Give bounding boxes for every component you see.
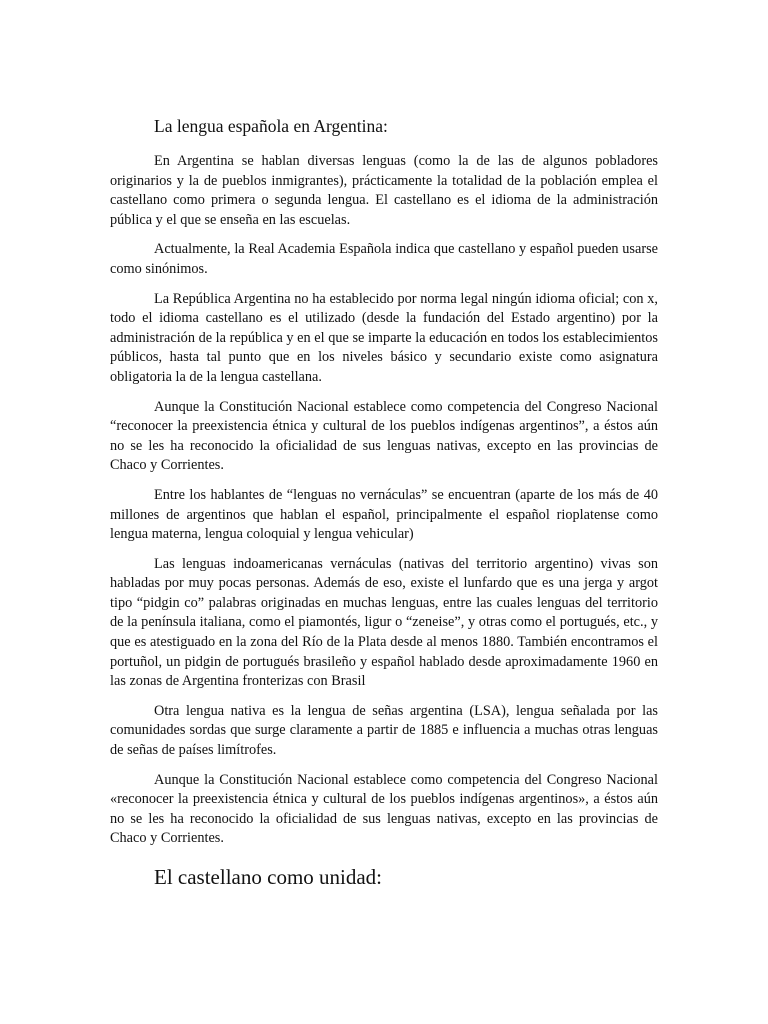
paragraph-constitucion-2: Aunque la Constitución Nacional establece como competencia del Congreso Nacional «reconocer la preexistencia étnica y cultural de los pueblos indígenas argentinos», a éstos aún no se les ha reconocido la oficialidad de sus lenguas nativas, excepto en las provincias de Chaco y Corrientes. [110,771,658,847]
page-title: La lengua española en Argentina: [154,116,388,136]
paragraph-constitucion-1: Aunque la Constitución Nacional establece como competencia del Congreso Nacional “reconocer la preexistencia étnica y cultural de los pueblos indígenas argentinos”, a éstos aún no se les ha reconocido la oficialidad de sus lenguas nativas, excepto en las provincias de Chaco y Corrientes. [110,398,658,474]
paragraph-rae-sinonimos: Actualmente, la Real Academia Española indica que castellano y español pueden usarse como sinónimos. [110,241,658,277]
section-heading: El castellano como unidad: [154,865,383,889]
paragraph-idioma-oficial: La República Argentina no ha establecido por norma legal ningún idioma oficial; con x, todo el idioma castellano es el utilizado (desde la fundación del Estado argentino) por la administración de la república y en el que se imparte la educación en todos los establecimientos públicos, hasta tal punto que en los niveles básico y secundario existe como asignatura obligatoria la de la lengua castellana. [110,290,658,385]
paragraph-lengua-de-senas: Otra lengua nativa es la lengua de señas argentina (LSA), lengua señalada por las comunidades sordas que surge claramente a partir de 1885 e influencia a muchas otras lenguas de señas de países limítrofes. [110,702,658,759]
paragraph-lenguas-indoamericanas: Las lenguas indoamericanas vernáculas (nativas del territorio argentino) vivas son habladas por muy pocas personas. Además de eso, existe el lunfardo que es una jerga y argot tipo “pidgin co” palabras originadas en muchas lenguas, entre las cuales lenguas del territorio de la península italiana, como el piamontés, ligur o “zeneise”, y otras como el portugués, etc., y que es atestiguado en la zona del Río de la Plata desde al menos 1880. También encontramos el portuñol, un pidgin de portugués brasileño y español hablado desde aproximadamente 1960 en las zonas de Argentina fronterizas con Brasil [110,555,658,690]
document-content [110,114,658,891]
paragraph-lenguas-no-vernaculas: Entre los hablantes de “lenguas no vernáculas” se encuentran (aparte de los más de 40 millones de argentinos que hablan el español, principalmente el español rioplatense como lengua materna, lengua coloquial y lengua vehicular) [110,486,658,543]
paragraph-lenguas-argentina: En Argentina se hablan diversas lenguas (como la de las de algunos pobladores originarios y la de pueblos inmigrantes), prácticamente la totalidad de la población emplea el castellano como primera o segunda lengua. El castellano es el idioma de la administración pública y el que se enseña en las escuelas. [110,153,658,228]
